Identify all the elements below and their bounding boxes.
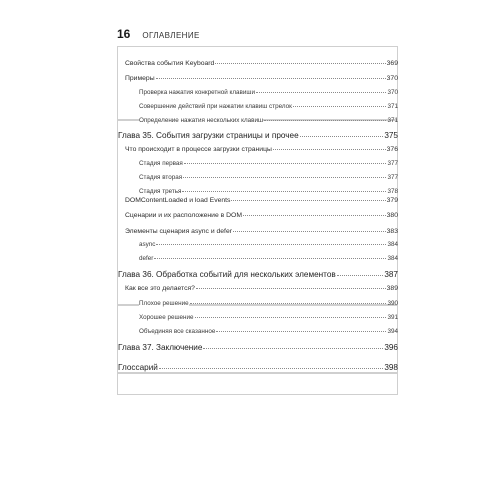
toc-entry-title: Глава 35. События загрузки страницы и прочее (118, 131, 299, 140)
toc-entry-page: 378 (387, 188, 398, 195)
dot-leader (159, 368, 383, 369)
toc-entry-page: 379 (386, 197, 398, 204)
toc-entry (139, 300, 398, 307)
toc-entry-page: 376 (386, 146, 398, 153)
dot-leader (264, 120, 386, 121)
toc-entry-title: Сценарии и их расположение в DOM (125, 212, 242, 219)
toc-entry-page: 384 (387, 241, 398, 248)
toc-entry-page: 391 (387, 314, 398, 321)
dot-leader (156, 244, 386, 245)
dot-leader (293, 106, 387, 107)
toc-entry-page: 369 (386, 60, 398, 67)
page-title: ОГЛАВЛЕНИЕ (142, 31, 200, 40)
dot-leader (243, 215, 386, 216)
toc-entry (139, 160, 398, 167)
toc-entry-page: 375 (384, 131, 398, 140)
toc-entry-page: 384 (387, 255, 398, 262)
toc-entry (139, 89, 398, 96)
section-box-ch37 (117, 373, 398, 395)
toc-entry-title: Плохое решение (139, 300, 189, 307)
toc-entry-page: 377 (387, 174, 398, 181)
toc-entry-page: 371 (387, 117, 398, 124)
toc-entry (118, 270, 398, 279)
toc-entry (125, 75, 398, 82)
toc-entry-title: async (139, 241, 156, 248)
toc-entry-title: Глава 36. Обработка событий для нескольких элементов (118, 270, 336, 279)
dot-leader (184, 163, 387, 164)
toc-entry-title: Глава 37. Заключение (118, 343, 203, 352)
page-header (117, 27, 200, 43)
toc-entry (139, 314, 398, 321)
toc-entry (139, 117, 398, 124)
toc-entry (118, 343, 398, 352)
dot-leader (156, 78, 386, 79)
dot-leader (215, 63, 385, 64)
dot-leader (196, 288, 386, 289)
toc-entry (139, 241, 398, 248)
toc-entry (139, 174, 398, 181)
toc-entry (139, 255, 398, 262)
toc-entry-title: DOMContentLoaded и load Events (125, 197, 231, 204)
dot-leader (203, 348, 383, 349)
dot-leader (337, 275, 384, 276)
toc-entry (125, 285, 398, 292)
toc-entry (139, 188, 398, 195)
toc-entry-page: 380 (386, 212, 398, 219)
toc-entry (118, 363, 398, 372)
dot-leader (183, 177, 386, 178)
dot-leader (190, 303, 387, 304)
toc-entry-page: 389 (386, 285, 398, 292)
toc-entry (125, 146, 398, 153)
toc-entry-title: Определение нажатия нескольких клавиш (139, 117, 264, 124)
toc-entry-title: Что происходит в процессе загрузки страницы (125, 146, 272, 153)
toc-entry-title: Примеры (125, 75, 155, 82)
toc-entry-title: defer (139, 255, 154, 262)
toc-entry (125, 197, 398, 204)
toc-entry-title: Стадия вторая (139, 174, 183, 181)
toc-entry-title: Как все это делается? (125, 285, 195, 292)
toc-entry-title: Свойства события Keyboard (125, 60, 215, 67)
dot-leader (300, 136, 384, 137)
dot-leader (195, 317, 387, 318)
dot-leader (256, 92, 386, 93)
dot-leader (233, 231, 386, 232)
dot-leader (182, 191, 386, 192)
toc-entry-page: 396 (384, 343, 398, 352)
toc-entry-page: 370 (386, 75, 398, 82)
dot-leader (231, 200, 385, 201)
dot-leader (216, 331, 386, 332)
toc-entry-title: Хорошее решение (139, 314, 194, 321)
toc-entry-title: Совершение действий при нажатии клавиш стрелок (139, 103, 292, 110)
toc-entry-title: Стадия третья (139, 188, 182, 195)
toc-entry (125, 228, 398, 235)
toc-entry-title: Глоссарий (118, 363, 158, 372)
toc-entry-page: 371 (387, 103, 398, 110)
toc-entry-page: 390 (387, 300, 398, 307)
page-number: 16 (117, 27, 131, 41)
toc-entry (125, 212, 398, 219)
toc-entry-title: Стадия первая (139, 160, 183, 167)
toc-entry-page: 377 (387, 160, 398, 167)
toc-entry-page: 370 (387, 89, 398, 96)
toc-entry-page: 398 (384, 363, 398, 372)
toc-entry-page: 387 (384, 270, 398, 279)
dot-leader (273, 149, 386, 150)
toc-entry-page: 394 (387, 328, 398, 335)
toc-entry-title: Элементы сценария async и defer (125, 228, 232, 235)
toc-entry (139, 328, 398, 335)
toc-entry (139, 103, 398, 110)
toc-entry-title: Проверка нажатия конкретной клавиши (139, 89, 255, 96)
toc-entry-page: 383 (386, 228, 398, 235)
toc-entry (118, 131, 398, 140)
toc-entry (125, 60, 398, 67)
dot-leader (154, 258, 386, 259)
toc-entry-title: Объединяя все сказанное (139, 328, 216, 335)
